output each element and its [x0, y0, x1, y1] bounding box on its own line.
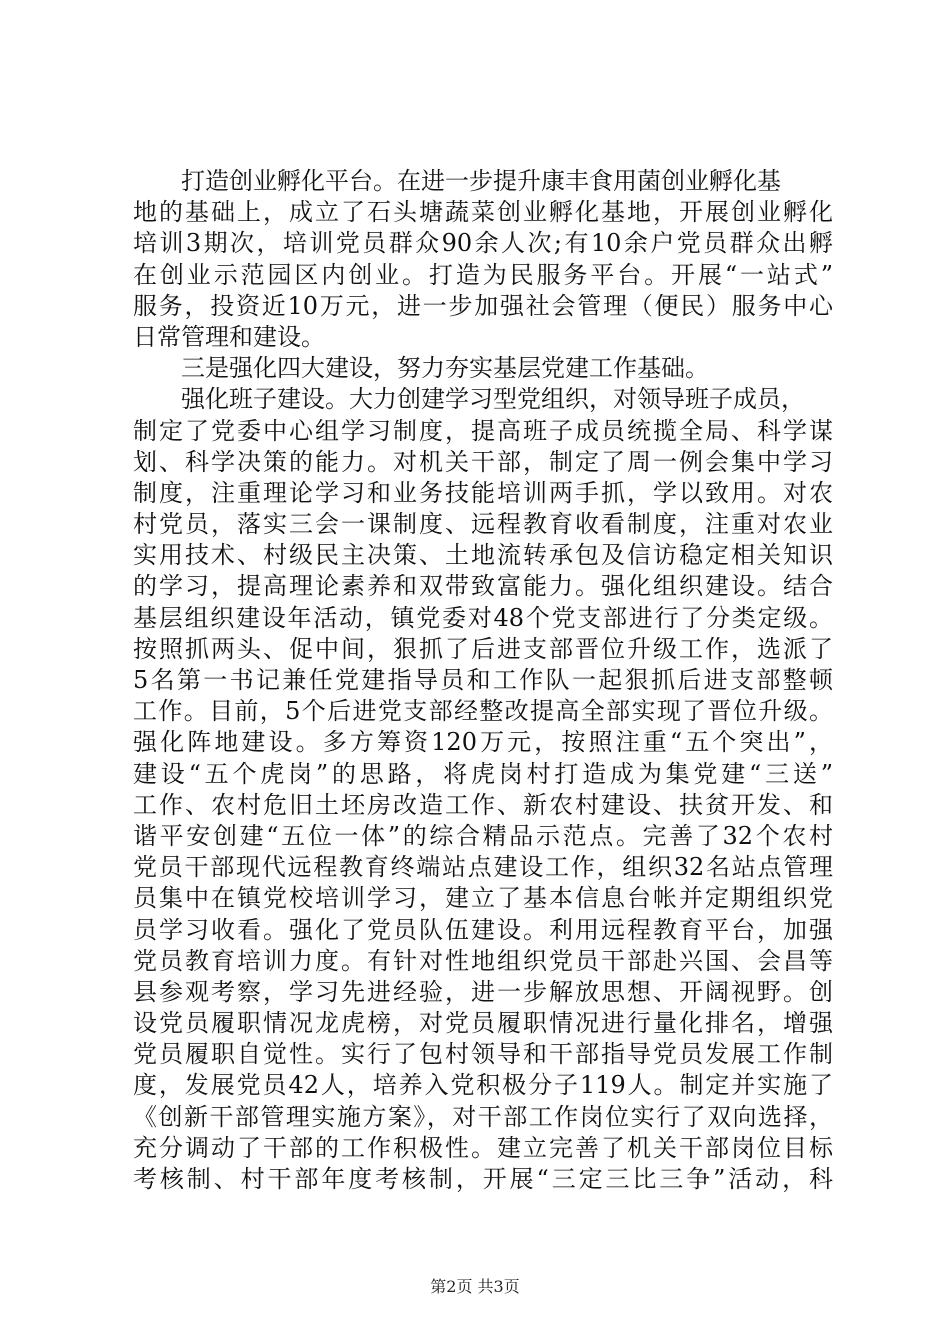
text-line: 制度，注重理论学习和业务技能培训两手抓，学以致用。对农	[133, 478, 833, 507]
text-line: 工作。目前，5个后进党支部经整改提高全部实现了晋位升级。	[133, 697, 833, 726]
text-line: 党员履职自觉性。实行了包村领导和干部指导党员发展工作制	[133, 1040, 833, 1069]
text-line: 实用技术、村级民主决策、土地流转承包及信访稳定相关知识	[133, 541, 833, 570]
text-line: 的学习，提高理论素养和双带致富能力。强化组织建设。结合	[133, 572, 833, 601]
body-text	[133, 166, 833, 1195]
text-line: 度，发展党员42人，培养入党积极分子119人。制定并实施了	[133, 1071, 833, 1100]
text-line: 充分调动了干部的工作积极性。建立完善了机关干部岗位目标	[133, 1133, 833, 1162]
text-line: 员学习收看。强化了党员队伍建设。利用远程教育平台，加强	[133, 915, 833, 944]
text-line: 设党员履职情况龙虎榜，对党员履职情况进行量化排名，增强	[133, 1009, 833, 1038]
text-line: 谐平安创建“五位一体”的综合精品示范点。完善了32个农村	[133, 821, 833, 850]
text-line: 日常管理和建设。	[133, 322, 325, 351]
text-line: 打造创业孵化平台。在进一步提升康丰食用菌创业孵化基	[181, 167, 781, 195]
text-line: 三是强化四大建设，努力夯实基层党建工作基础。	[181, 354, 709, 383]
text-line: 建设“五个虎岗”的思路，将虎岗村打造成为集党建“三送”	[133, 759, 833, 788]
text-line: 强化班子建设。大力创建学习型党组织，对领导班子成员，	[181, 385, 805, 414]
text-line: 村党员，落实三会一课制度、远程教育收看制度，注重对农业	[133, 510, 833, 539]
text-line: 强化阵地建设。多方筹资120万元，按照注重“五个突出”，	[133, 728, 833, 757]
text-line: 考核制、村干部年度考核制，开展“三定三比三争”活动，科	[133, 1165, 833, 1193]
text-line: 在创业示范园区内创业。打造为民服务平台。开展“一站式”	[133, 260, 833, 289]
text-line: 基层组织建设年活动，镇党委对48个党支部进行了分类定级。	[133, 603, 833, 632]
text-line: 工作、农村危旧土坯房改造工作、新农村建设、扶贫开发、和	[133, 790, 833, 819]
page-footer	[0, 1276, 950, 1298]
text-line: 5名第一书记兼任党建指导员和工作队一起狠抓后进支部整顿	[133, 666, 833, 694]
text-line: 按照抓两头、促中间，狠抓了后进支部晋位升级工作，选派了	[133, 634, 833, 663]
text-line: 服务，投资近10万元，进一步加强社会管理（便民）服务中心	[133, 291, 833, 320]
text-line: 划、科学决策的能力。对机关干部，制定了周一例会集中学习	[133, 447, 833, 476]
text-line: 制定了党委中心组学习制度，提高班子成员统揽全局、科学谋	[133, 416, 833, 445]
text-line: 员集中在镇党校培训学习，建立了基本信息台帐并定期组织党	[133, 884, 833, 913]
page-number-label: 第2页 共3页	[430, 1277, 520, 1296]
text-line: 党员教育培训力度。有针对性地组织党员干部赴兴国、会昌等	[133, 946, 833, 975]
text-line: 县参观考察，学习先进经验，进一步解放思想、开阔视野。创	[133, 977, 833, 1006]
text-line: 党员干部现代远程教育终端站点建设工作，组织32名站点管理	[133, 853, 833, 882]
text-line: 《创新干部管理实施方案》，对干部工作岗位实行了双向选择，	[133, 1102, 833, 1131]
text-line: 培训3期次，培训党员群众90余人次;有10余户党员群众出孵	[133, 229, 833, 258]
text-line: 地的基础上，成立了石头塘蔬菜创业孵化基地，开展创业孵化	[133, 198, 833, 227]
